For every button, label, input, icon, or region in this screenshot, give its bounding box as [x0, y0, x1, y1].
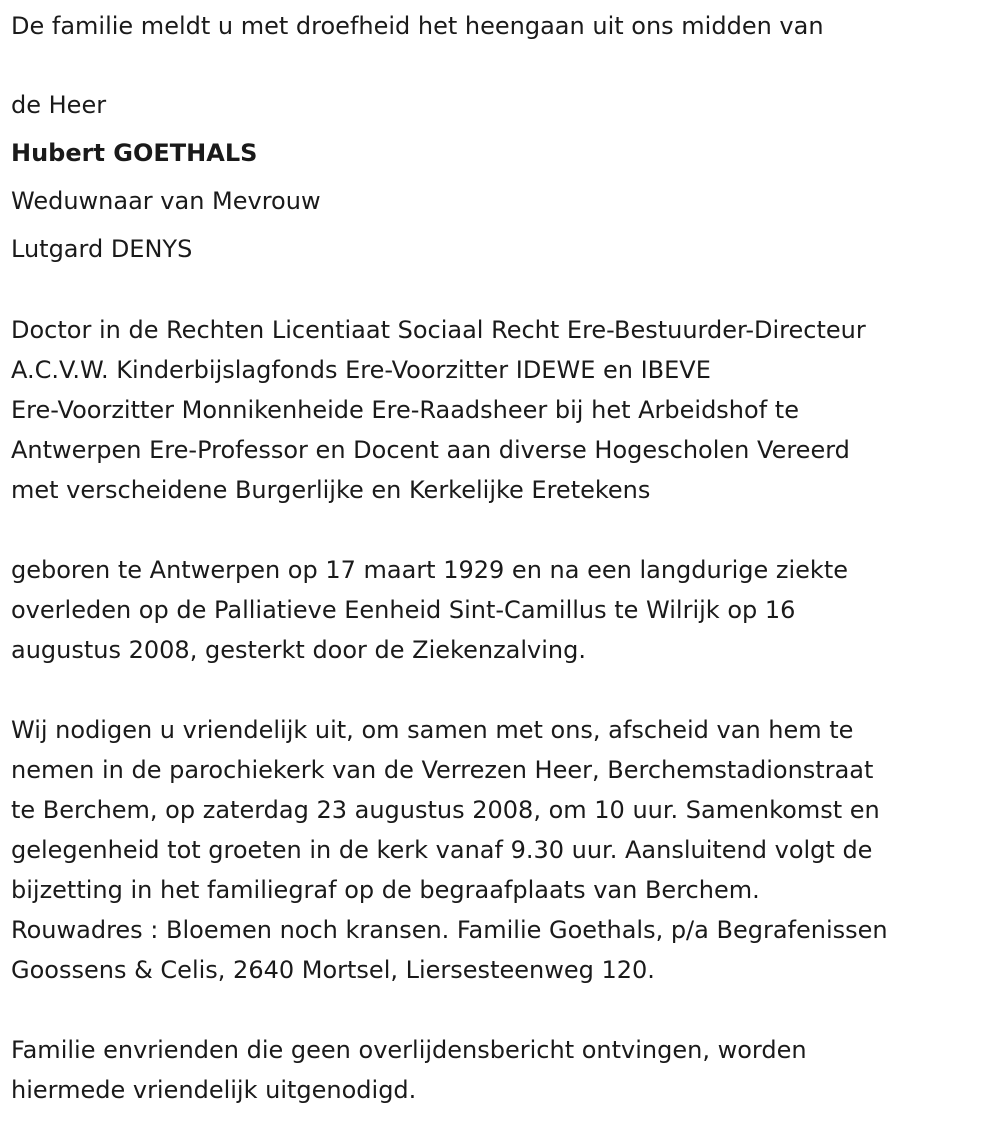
- invitation-line: Goossens & Celis, 2640 Mortsel, Liersesteenweg 120.: [11, 956, 655, 984]
- invitation-paragraph: [11, 710, 888, 990]
- deceased-name: Hubert GOETHALS: [11, 139, 258, 167]
- closing-line: hiermede vriendelijk uitgenodigd.: [11, 1076, 417, 1104]
- invitation-line: te Berchem, op zaterdag 23 augustus 2008, om 10 uur. Samenkomst en: [11, 796, 880, 824]
- invitation-line: nemen in de parochiekerk van de Verrezen Heer, Berchemstadionstraat: [11, 756, 874, 784]
- career-line: Antwerpen Ere-Professor en Docent aan diverse Hogescholen Vereerd: [11, 436, 850, 464]
- intro-text: De familie meldt u met droefheid het heengaan uit ons midden van: [11, 12, 824, 40]
- invitation-line: bijzetting in het familiegraf op de begraafplaats van Berchem.: [11, 876, 760, 904]
- closing-paragraph: [11, 1030, 807, 1110]
- birth-death-line: overleden op de Palliatieve Eenheid Sint-Camillus te Wilrijk op 16: [11, 596, 796, 624]
- birth-death-line: geboren te Antwerpen op 17 maart 1929 en na een langdurige ziekte: [11, 556, 848, 584]
- career-line: Doctor in de Rechten Licentiaat Sociaal Recht Ere-Bestuurder-Directeur: [11, 316, 866, 344]
- invitation-line: Wij nodigen u vriendelijk uit, om samen met ons, afscheid van hem te: [11, 716, 854, 744]
- widow-of-label: Weduwnaar van Mevrouw: [11, 187, 321, 215]
- career-line: Ere-Voorzitter Monnikenheide Ere-Raadsheer bij het Arbeidshof te: [11, 396, 799, 424]
- birth-death-line: augustus 2008, gesterkt door de Ziekenzalving.: [11, 636, 586, 664]
- invitation-line: gelegenheid tot groeten in de kerk vanaf 9.30 uur. Aansluitend volgt de: [11, 836, 873, 864]
- career-line: A.C.V.W. Kinderbijslagfonds Ere-Voorzitter IDEWE en IBEVE: [11, 356, 711, 384]
- invitation-line: Rouwadres : Bloemen noch kransen. Familie Goethals, p/a Begrafenissen: [11, 916, 888, 944]
- deceased-title: de Heer: [11, 91, 107, 119]
- spouse-name: Lutgard DENYS: [11, 235, 193, 263]
- career-line: met verscheidene Burgerlijke en Kerkelijke Eretekens: [11, 476, 651, 504]
- birth-death-paragraph: [11, 550, 848, 670]
- career-paragraph: [11, 310, 866, 510]
- closing-line: Familie envrienden die geen overlijdensbericht ontvingen, worden: [11, 1036, 807, 1064]
